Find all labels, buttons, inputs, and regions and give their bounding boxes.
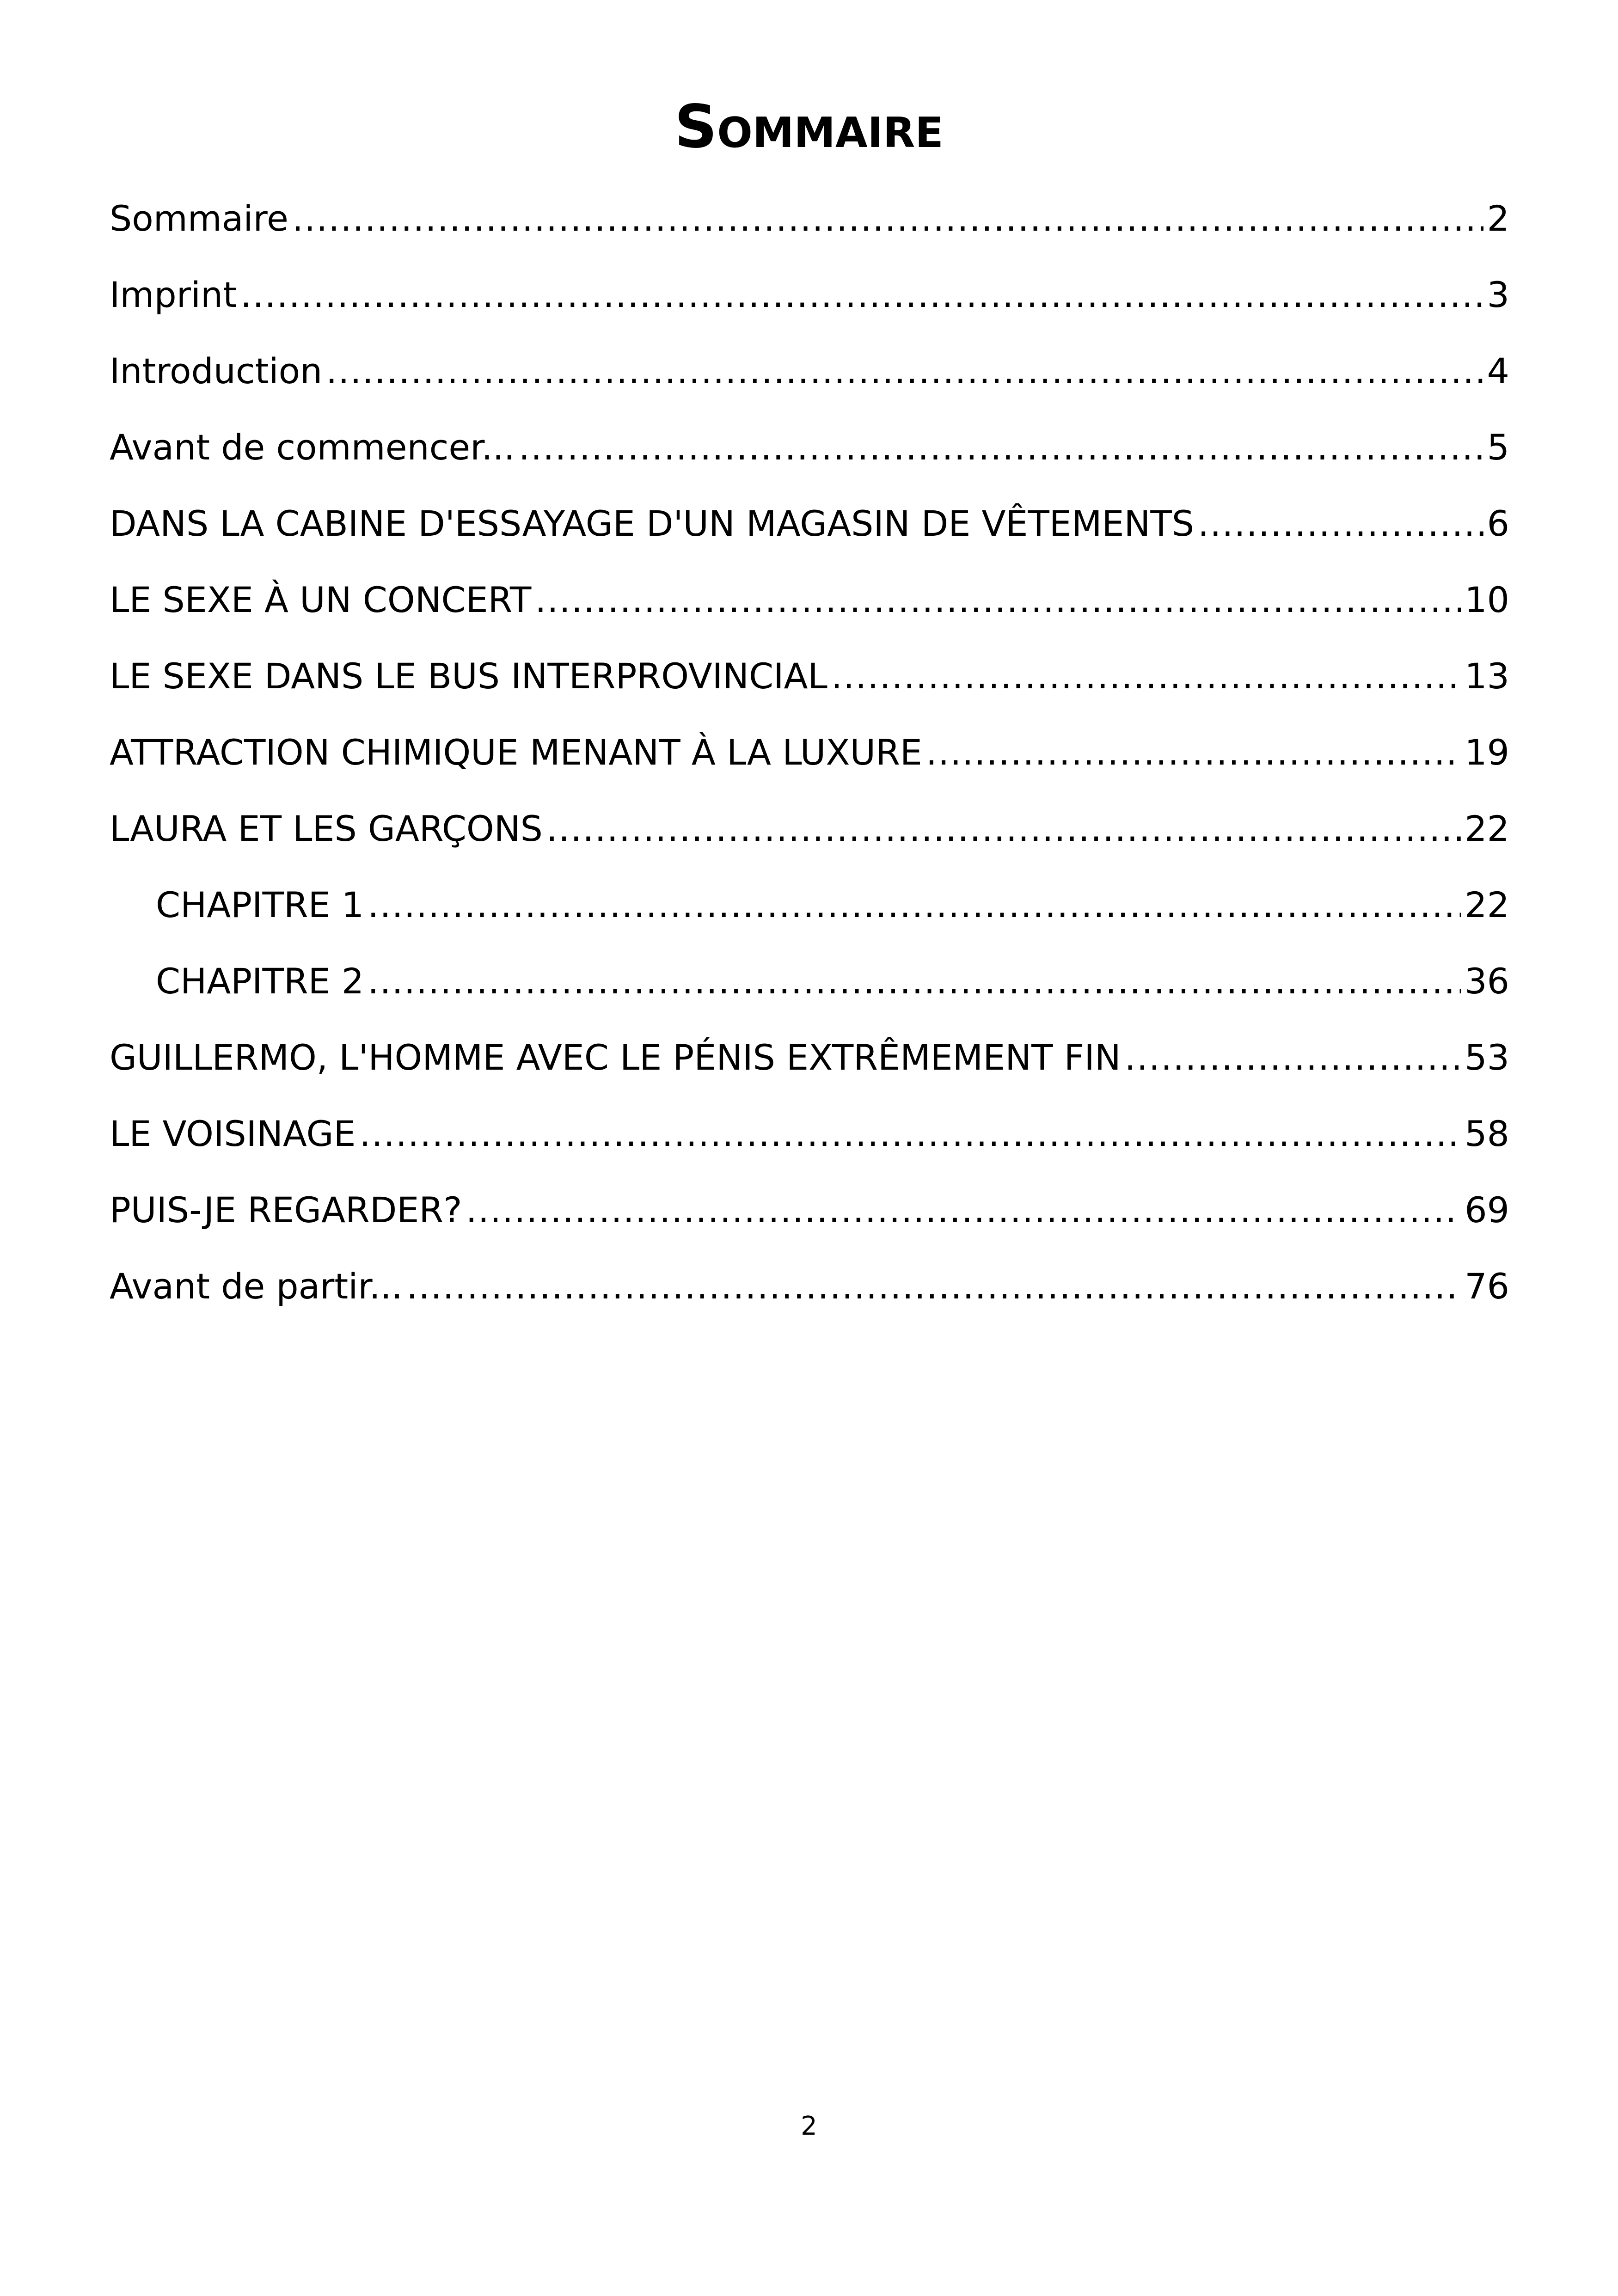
toc-entry-label: DANS LA CABINE D'ESSAYAGE D'UN MAGASIN DE VÊTEMENTS — [110, 503, 1195, 544]
toc-entry-page: 3 — [1487, 274, 1509, 315]
toc-entry[interactable] — [110, 1248, 1509, 1324]
toc-entry-page: 69 — [1465, 1189, 1509, 1231]
toc-dot-leader — [535, 562, 1461, 638]
toc-entry-page: 4 — [1487, 350, 1509, 392]
toc-entry[interactable] — [110, 1172, 1509, 1248]
toc-subentry[interactable] — [110, 943, 1509, 1019]
toc-dot-leader — [1198, 485, 1483, 562]
toc-entry-label: Avant de commencer... — [110, 427, 515, 468]
toc-entry-label: GUILLERMO, L'HOMME AVEC LE PÉNIS EXTRÊMEMENT FIN — [110, 1037, 1121, 1078]
toc-dot-leader — [292, 180, 1483, 257]
toc-entry-label: Sommaire — [110, 198, 288, 239]
toc-entry-page: 2 — [1487, 198, 1509, 239]
toc-entry-label: LE SEXE DANS LE BUS INTERPROVINCIAL — [110, 655, 827, 697]
toc-entry-page: 10 — [1465, 579, 1509, 620]
toc-dot-leader — [368, 943, 1461, 1019]
toc-entry-page: 19 — [1465, 732, 1509, 773]
toc-entry[interactable] — [110, 409, 1509, 485]
toc-entry[interactable] — [110, 562, 1509, 638]
toc-entry-page: 22 — [1465, 884, 1509, 925]
toc-dot-leader — [240, 257, 1483, 333]
table-of-contents — [110, 180, 1509, 1324]
toc-entry[interactable] — [110, 180, 1509, 257]
toc-entry-page: 76 — [1465, 1266, 1509, 1307]
page-number: 2 — [801, 2111, 817, 2141]
toc-entry-label: CHAPITRE 2 — [156, 961, 364, 1002]
toc-entry[interactable] — [110, 1019, 1509, 1096]
toc-entry[interactable] — [110, 638, 1509, 714]
toc-entry-label: Imprint — [110, 274, 237, 315]
toc-dot-leader — [326, 333, 1483, 409]
toc-entry-page: 36 — [1465, 961, 1509, 1002]
toc-entry-page: 13 — [1465, 655, 1509, 697]
toc-entry-label: CHAPITRE 1 — [156, 884, 364, 925]
toc-entry[interactable] — [110, 257, 1509, 333]
toc-entry-label: Avant de partir... — [110, 1266, 403, 1307]
toc-dot-leader — [926, 714, 1461, 790]
toc-entry-label: PUIS-JE REGARDER? — [110, 1189, 462, 1231]
toc-dot-leader — [359, 1096, 1461, 1172]
toc-entry-label: LAURA ET LES GARÇONS — [110, 808, 543, 849]
toc-entry-label: LE SEXE À UN CONCERT — [110, 579, 532, 620]
toc-subentry[interactable] — [110, 867, 1509, 943]
toc-dot-leader — [831, 638, 1461, 714]
toc-entry-page: 22 — [1465, 808, 1509, 849]
toc-dot-leader — [519, 409, 1483, 485]
toc-dot-leader — [1125, 1019, 1461, 1096]
toc-entry[interactable] — [110, 714, 1509, 790]
toc-dot-leader — [466, 1172, 1461, 1248]
toc-entry-label: Introduction — [110, 350, 323, 392]
toc-dot-leader — [546, 790, 1461, 867]
toc-entry-page: 58 — [1465, 1113, 1509, 1154]
toc-dot-leader — [406, 1248, 1461, 1324]
toc-entry-page: 53 — [1465, 1037, 1509, 1078]
toc-entry[interactable] — [110, 1096, 1509, 1172]
toc-entry[interactable] — [110, 333, 1509, 409]
toc-entry-page: 5 — [1487, 427, 1509, 468]
toc-entry[interactable] — [110, 485, 1509, 562]
toc-dot-leader — [368, 867, 1461, 943]
toc-entry-page: 6 — [1487, 503, 1509, 544]
toc-entry-label: ATTRACTION CHIMIQUE MENANT À LA LUXURE — [110, 732, 922, 773]
toc-entry-label: LE VOISINAGE — [110, 1113, 356, 1154]
page-title: Sommaire — [674, 92, 944, 161]
toc-entry[interactable] — [110, 790, 1509, 867]
